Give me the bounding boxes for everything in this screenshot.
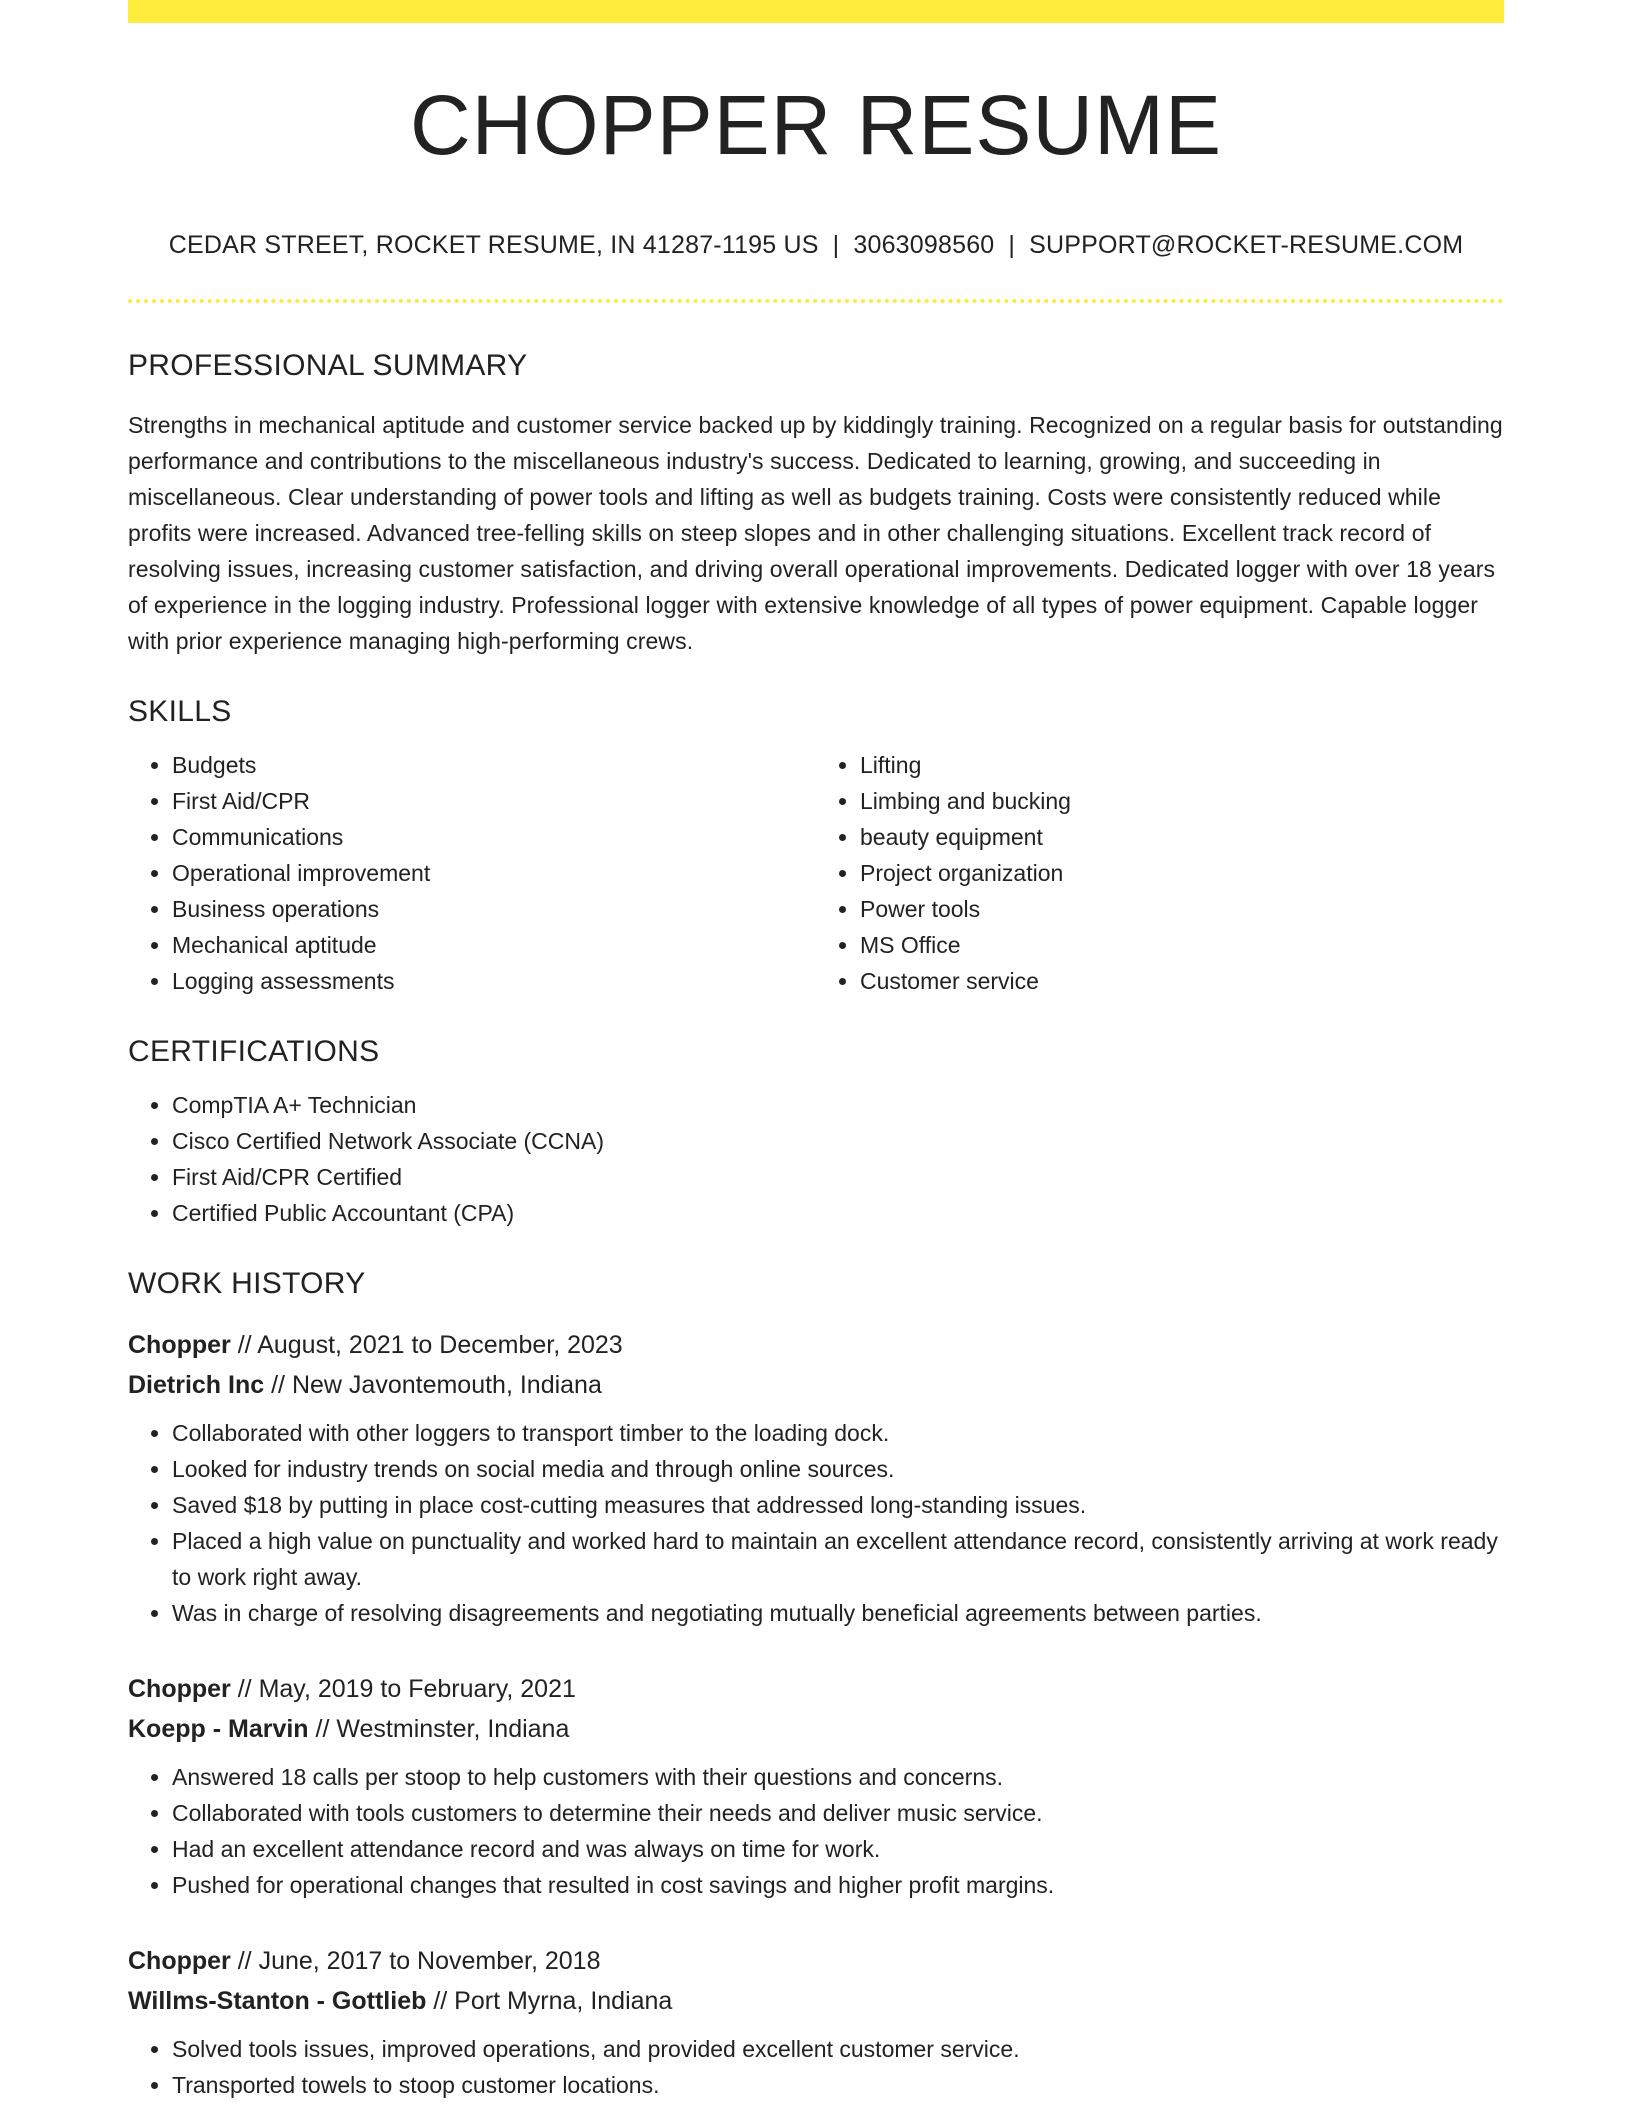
job-duties-list [128, 2031, 1504, 2103]
job-location: Westminster, Indiana [336, 1715, 570, 1743]
contact-phone: 3063098560 [853, 231, 995, 259]
contact-line [128, 233, 1504, 258]
job-entry [128, 1941, 1504, 2103]
job-separator: // [264, 1371, 292, 1399]
skill-item: • Logging assessments [172, 963, 816, 999]
job-dates: June, 2017 to November, 2018 [258, 1947, 601, 1975]
job-role: Chopper [128, 1331, 231, 1359]
skill-item: • Project organization [860, 855, 1504, 891]
resume-name: CHOPPER RESUME [409, 78, 1223, 172]
work-history-heading: WORK HISTORY [128, 1267, 366, 1300]
job-title-line [128, 1325, 1504, 1365]
contact-separator: | [832, 231, 840, 259]
skill-item: • Operational improvement [172, 855, 816, 891]
skills-heading: SKILLS [128, 695, 232, 728]
job-company-line [128, 1365, 1504, 1405]
skill-item: • Limbing and bucking [860, 783, 1504, 819]
skill-item: • Mechanical aptitude [172, 927, 816, 963]
job-duties-list [128, 1759, 1504, 1903]
skill-item: • MS Office [860, 927, 1504, 963]
certification-item: • Certified Public Accountant (CPA) [172, 1195, 1504, 1231]
job-entry [128, 1669, 1504, 1903]
job-duty: • Collaborated with tools customers to determine their needs and deliver music service. [172, 1795, 1504, 1831]
contact-address: CEDAR STREET, ROCKET RESUME, IN 41287-1195 US [168, 231, 819, 259]
skill-item: • Budgets [172, 747, 816, 783]
accent-top-bar [128, 0, 1504, 23]
certification-item: • CompTIA A+ Technician [172, 1087, 1504, 1123]
job-duty: • Placed a high value on punctuality and worked hard to maintain an excellent attendance record, consistently arriving at work ready to work right away. [172, 1523, 1504, 1595]
resume-page [128, 0, 1504, 2103]
job-company-line [128, 1981, 1504, 2021]
job-company: Dietrich Inc [128, 1371, 265, 1399]
contact-separator: | [1008, 231, 1016, 259]
skill-item: • First Aid/CPR [172, 783, 816, 819]
job-role: Chopper [128, 1947, 231, 1975]
job-duty: • Saved $18 by putting in place cost-cutting measures that addressed long-standing issues. [172, 1487, 1504, 1523]
certification-item: • Cisco Certified Network Associate (CCNA) [172, 1123, 1504, 1159]
job-company-line [128, 1709, 1504, 1749]
job-entry [128, 1325, 1504, 1631]
skill-item: • Lifting [860, 747, 1504, 783]
job-location: Port Myrna, Indiana [454, 1987, 673, 2015]
job-separator: // [230, 1675, 259, 1703]
job-separator: // [230, 1331, 258, 1359]
skills-list-right [816, 747, 1504, 999]
dotted-divider [128, 299, 1504, 303]
job-separator: // [426, 1987, 455, 2015]
job-title-line [128, 1669, 1504, 1709]
job-duty: • Had an excellent attendance record and was always on time for work. [172, 1831, 1504, 1867]
skills-columns [128, 747, 1504, 999]
skill-item: • Power tools [860, 891, 1504, 927]
certifications-heading: CERTIFICATIONS [128, 1035, 380, 1068]
job-duties-list [128, 1415, 1504, 1631]
job-company: Willms-Stanton - Gottlieb [128, 1987, 427, 2015]
certification-item: • First Aid/CPR Certified [172, 1159, 1504, 1195]
job-duty: • Pushed for operational changes that resulted in cost savings and higher profit margins. [172, 1867, 1504, 1903]
job-duty: • Solved tools issues, improved operations, and provided excellent customer service. [172, 2031, 1504, 2067]
job-separator: // [308, 1715, 337, 1743]
job-dates: August, 2021 to December, 2023 [257, 1331, 623, 1359]
job-company: Koepp - Marvin [128, 1715, 309, 1743]
contact-email: SUPPORT@ROCKET-RESUME.COM [1029, 231, 1464, 259]
skill-item: • Communications [172, 819, 816, 855]
skill-item: • Business operations [172, 891, 816, 927]
job-title-line [128, 1941, 1504, 1981]
summary-heading: PROFESSIONAL SUMMARY [128, 349, 528, 382]
job-duty: • Was in charge of resolving disagreements and negotiating mutually beneficial agreements between parties. [172, 1595, 1504, 1631]
skill-item: • Customer service [860, 963, 1504, 999]
job-dates: May, 2019 to February, 2021 [258, 1675, 576, 1703]
job-duty: • Collaborated with other loggers to transport timber to the loading dock. [172, 1415, 1504, 1451]
job-duty: • Transported towels to stoop customer locations. [172, 2067, 1504, 2103]
certifications-list [128, 1087, 1504, 1231]
job-role: Chopper [128, 1675, 231, 1703]
job-duty: • Looked for industry trends on social media and through online sources. [172, 1451, 1504, 1487]
job-location: New Javontemouth, Indiana [291, 1371, 602, 1399]
job-duty: • Answered 18 calls per stoop to help customers with their questions and concerns. [172, 1759, 1504, 1795]
skills-list-left [128, 747, 816, 999]
summary-text: Strengths in mechanical aptitude and customer service backed up by kiddingly training. Recognized on a regular basis for outstanding performance and contributions to the miscellaneous industry's success. Dedicated to learning, growing, and succeeding in miscellaneous. Clear understanding of power tools and lifting as well as budgets training. Costs were consistently reduced while profits were increased. Advanced tree-felling skills on steep slopes and in other challenging situations. Excellent track record of resolving issues, increasing customer satisfaction, and driving overall operational improvements. Dedicated logger with over 18 years of experience in the logging industry. Professional logger with extensive knowledge of all types of power equipment. Capable logger with prior experience managing high-performing crews. [128, 412, 1503, 654]
skill-item: • beauty equipment [860, 819, 1504, 855]
job-separator: // [230, 1947, 259, 1975]
